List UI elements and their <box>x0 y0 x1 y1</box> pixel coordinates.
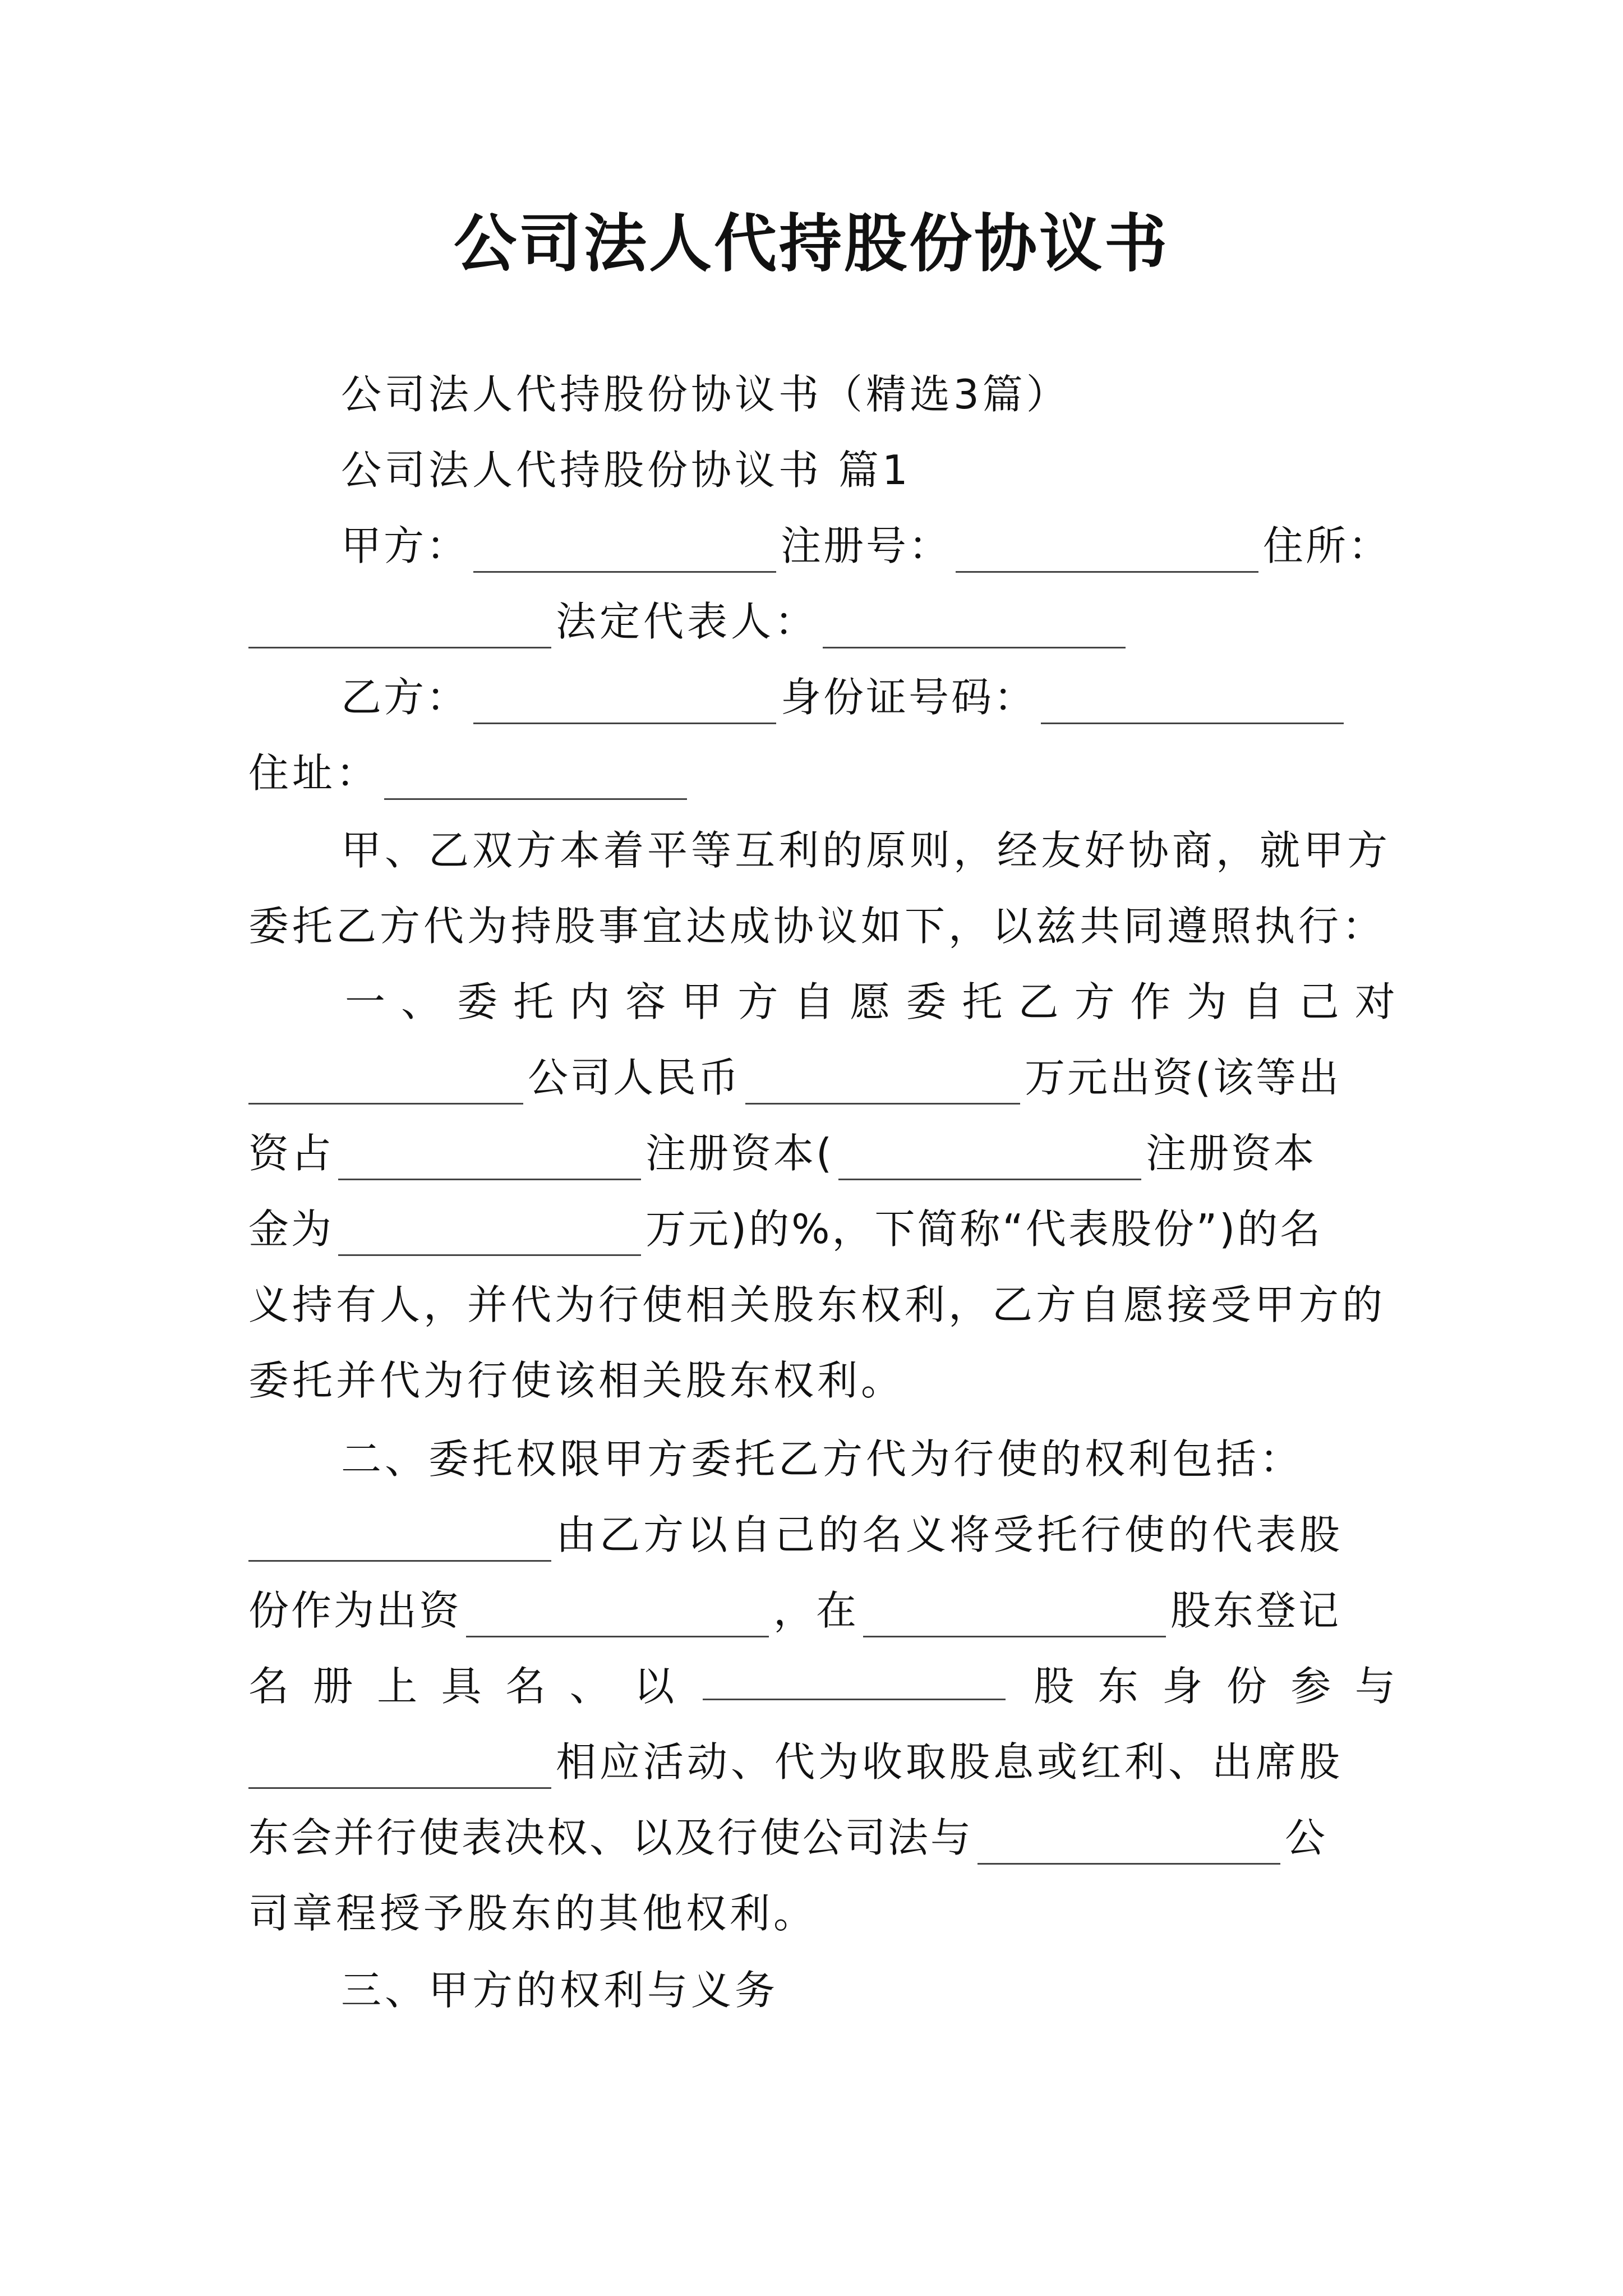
paragraph-text: 甲、乙双方本着平等互利的原则，经友好协商，就甲方 <box>341 827 1391 874</box>
clause-char: 作 <box>1130 978 1171 1025</box>
clause-char: 对 <box>1354 978 1395 1025</box>
paragraph-line <box>248 1584 1395 1637</box>
clause-char: 东 <box>1098 1663 1138 1710</box>
legal-representative-blank <box>823 608 1126 648</box>
clause-one-line <box>345 975 1395 1029</box>
clause-three-heading <box>248 1963 1395 2017</box>
clause-char: 以 <box>634 1663 675 1710</box>
document-title: 公司法人代持股份协议书 <box>454 207 1169 280</box>
clause-char: 托 <box>513 978 554 1025</box>
paragraph-text: 三、甲方的权利与义务 <box>341 1967 779 2014</box>
section-heading-line <box>248 443 1395 497</box>
party-a-line <box>248 519 1395 573</box>
address-label: 住址： <box>248 749 380 797</box>
clause-char: 容 <box>625 978 666 1025</box>
paragraph-text: ，在 <box>773 1587 859 1634</box>
clause-char: 册 <box>312 1663 353 1710</box>
rights-blank <box>248 1521 551 1562</box>
subtitle-text: 公司法人代持股份协议书（精选3篇） <box>341 371 1070 418</box>
paragraph-line <box>248 823 1395 877</box>
company-blank <box>248 1064 523 1105</box>
paragraph-text: 股东登记 <box>1170 1587 1341 1634</box>
clause-char: 托 <box>962 978 1003 1025</box>
law-blank <box>978 1824 1280 1865</box>
clause-char: 委 <box>457 978 498 1025</box>
clause-char: 与 <box>1354 1663 1395 1710</box>
clause-char: 身 <box>1162 1663 1203 1710</box>
paragraph-text: 相应活动、代为收取股息或红利、出席股 <box>556 1738 1344 1786</box>
clause-char: 名 <box>248 1663 289 1710</box>
id-number-blank <box>1041 683 1344 724</box>
paragraph-text: 万元)的%，下简称“代表股份”)的名 <box>645 1205 1323 1253</box>
legal-representative-line <box>248 595 1395 648</box>
clause-char: 股 <box>1034 1663 1075 1710</box>
clause-char: 自 <box>794 978 834 1025</box>
clause-char: 名 <box>505 1663 546 1710</box>
clause-char: 己 <box>1298 978 1339 1025</box>
paragraph-text: 公 <box>1285 1814 1328 1861</box>
paragraph-text: 由乙方以自己的名义将受托行使的代表股 <box>556 1511 1344 1558</box>
paragraph-line <box>248 1659 1395 1713</box>
paragraph-text: 万元出资(该等出 <box>1025 1054 1341 1101</box>
paragraph-text: 公司人民币 <box>528 1054 741 1101</box>
paragraph-text: 注册资本 <box>1146 1130 1317 1177</box>
domicile-label: 住所： <box>1263 522 1391 569</box>
paragraph-line <box>248 899 1395 953</box>
contribution-blank <box>466 1596 769 1637</box>
amount-blank <box>745 1064 1020 1105</box>
paragraph-line <box>248 1735 1395 1789</box>
paragraph-text: 份作为出资 <box>248 1587 462 1634</box>
paragraph-text: 二、委托权限甲方委托乙方代为行使的权利包括： <box>341 1435 1304 1483</box>
clause-char: 甲 <box>681 978 722 1025</box>
clause-char: 为 <box>1186 978 1227 1025</box>
clause-two-line <box>341 1432 1395 1486</box>
paragraph-line <box>248 1051 1395 1105</box>
registration-no-label: 注册号： <box>781 522 952 569</box>
paragraph-line <box>248 1126 1395 1180</box>
clause-char: 上 <box>377 1663 418 1710</box>
clause-char: 愿 <box>850 978 891 1025</box>
clause-char: 份 <box>1226 1663 1267 1710</box>
party-b-blank <box>473 683 776 724</box>
capital-amount-blank <box>338 1215 641 1256</box>
paragraph-text: 东会并行使表决权、以及行使公司法与 <box>248 1814 974 1861</box>
paragraph-line <box>248 1202 1395 1256</box>
id-number-label: 身份证号码： <box>781 674 1037 721</box>
clause-char: 参 <box>1290 1663 1331 1710</box>
clause-char: 、 <box>569 1663 610 1710</box>
paragraph-line <box>248 1508 1395 1562</box>
paragraph-text: 委托并代为行使该相关股东权利。 <box>248 1357 905 1404</box>
party-a-blank <box>473 532 776 573</box>
paragraph-line <box>248 1887 1395 1940</box>
paragraph-text: 司章程授予股东的其他权利。 <box>248 1890 818 1937</box>
paragraph-text: 金为 <box>248 1205 334 1253</box>
paragraph-text: 资占 <box>248 1130 334 1177</box>
clause-char: 方 <box>1074 978 1115 1025</box>
activity-blank <box>248 1748 551 1789</box>
party-a-label: 甲方： <box>341 522 469 569</box>
domicile-blank <box>248 608 551 648</box>
clause-char: 方 <box>737 978 778 1025</box>
paragraph-text: 义持有人，并代为行使相关股东权利，乙方自愿接受甲方的 <box>248 1281 1386 1328</box>
clause-char: 、 <box>401 978 442 1025</box>
party-b-line <box>248 670 1395 724</box>
address-line <box>248 746 1395 800</box>
share-blank <box>338 1139 641 1180</box>
subtitle-line <box>248 367 1395 421</box>
party-b-label: 乙方： <box>341 674 469 721</box>
legal-representative-label: 法定代表人： <box>556 598 819 645</box>
section-heading-text: 公司法人代持股份协议书 篇1 <box>341 447 911 494</box>
clause-char: 具 <box>441 1663 482 1710</box>
clause-char: 内 <box>569 978 610 1025</box>
identity-blank <box>703 1659 1006 1700</box>
registered-capital-blank <box>838 1139 1141 1180</box>
clause-char: 自 <box>1242 978 1283 1025</box>
clause-char: 委 <box>906 978 947 1025</box>
registration-no-blank <box>956 532 1258 573</box>
paragraph-text: 注册资本( <box>645 1130 834 1177</box>
clause-char: 一 <box>345 978 386 1025</box>
paragraph-line <box>248 1811 1395 1865</box>
paragraph-text: 委托乙方代为持股事宜达成协议如下，以兹共同遵照执行： <box>248 903 1386 950</box>
address-blank <box>384 759 687 800</box>
registry-blank <box>863 1596 1166 1637</box>
paragraph-line <box>248 1278 1395 1332</box>
clause-char: 乙 <box>1018 978 1059 1025</box>
paragraph-line <box>248 1354 1395 1407</box>
